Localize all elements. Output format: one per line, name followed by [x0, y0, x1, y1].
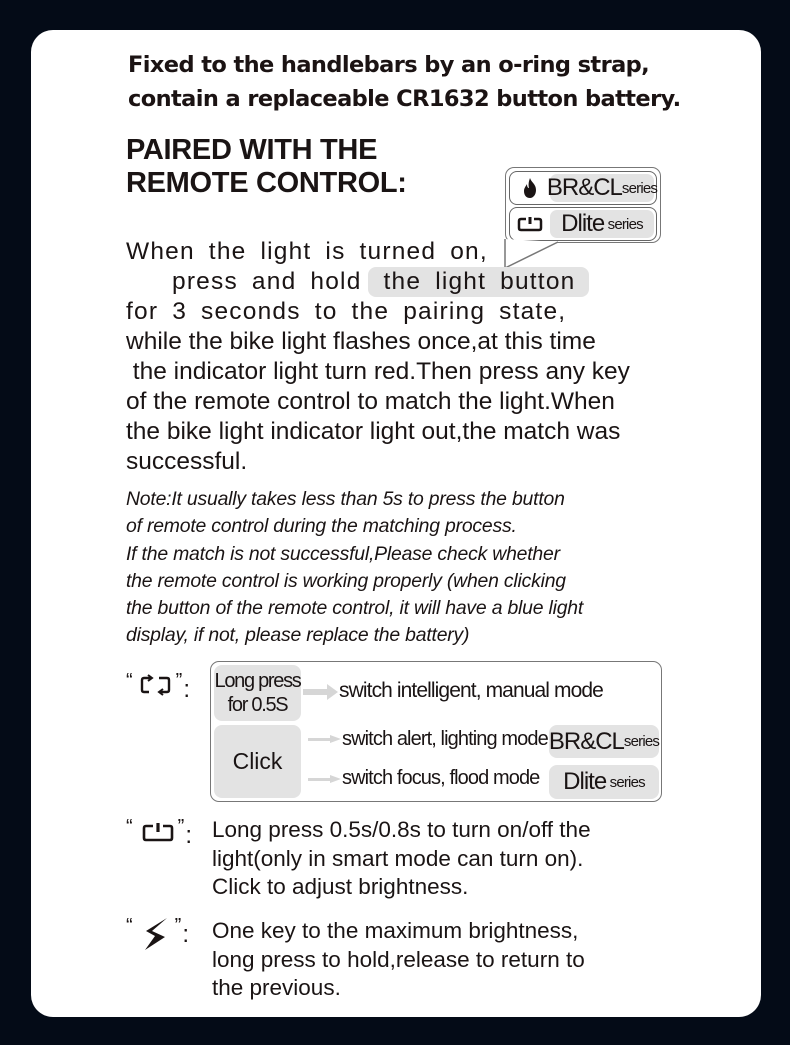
series-callout	[505, 167, 661, 243]
desc-line: long press to hold,release to return to	[212, 946, 585, 972]
mode-button-label	[126, 672, 190, 704]
mode-button-actions	[210, 661, 662, 802]
intro-line: Fixed to the handlebars by an o-ring strap,	[128, 52, 650, 78]
desc-line: Long press 0.5s/0.8s to turn on/off the	[212, 817, 591, 842]
note-line: display, if not, please replace the battery)	[126, 624, 470, 647]
desc-line: Click to adjust brightness.	[212, 874, 469, 899]
power-button-icon	[510, 216, 550, 232]
body-line: for 3 seconds to the pairing state,	[126, 298, 567, 325]
power-button-description	[212, 816, 591, 902]
note-line: Note:It usually takes less than 5s to press the button	[126, 488, 565, 510]
series-suffix: series	[621, 179, 658, 197]
power-button-label	[126, 818, 192, 849]
series-name: Dlite	[561, 210, 605, 237]
series-name: BR&CL	[546, 174, 622, 201]
click-action-alert: switch alert, lighting mode	[342, 728, 548, 750]
series-name: Dlite	[563, 768, 607, 795]
power-button-icon	[141, 821, 175, 849]
intro-line: contain a replaceable CR1632 button battery.	[128, 86, 681, 112]
note-line: the button of the remote control, it will have a blue light	[126, 597, 584, 620]
colon: :	[185, 822, 193, 849]
colon: :	[183, 676, 191, 703]
heading-line: PAIRED WITH THE	[126, 134, 378, 166]
desc-line: One key to the maximum brightness,	[212, 918, 579, 943]
arrow-right-icon	[303, 684, 339, 700]
long-press-duration: for 0.5S	[227, 694, 288, 716]
open-quote: “	[126, 670, 133, 692]
note-text	[126, 486, 583, 650]
body-line	[126, 267, 630, 297]
open-quote: “	[126, 915, 133, 937]
note-line: If the match is not successful,Please check whether	[126, 542, 560, 565]
series-pill	[546, 174, 658, 202]
colon: :	[182, 921, 190, 948]
lightning-icon	[143, 917, 169, 957]
long-press-label: Long press	[214, 670, 301, 692]
mode-cycle-icon	[139, 674, 173, 704]
body-text: press and hold	[172, 268, 362, 295]
section-heading	[126, 134, 407, 200]
body-line: the indicator light turn red.Then press any key	[126, 358, 630, 385]
boost-button-description	[212, 917, 585, 1003]
body-line: the bike light indicator light out,the match was	[126, 418, 621, 445]
series-row-dlite	[509, 207, 657, 241]
series-pill	[550, 210, 654, 238]
light-button-highlight: the light button	[368, 267, 590, 297]
body-line: while the bike light flashes once,at this time	[126, 328, 596, 355]
pairing-instructions	[126, 237, 630, 477]
intro-text	[128, 48, 681, 116]
click-action-focus: switch focus, flood mode	[342, 767, 540, 789]
close-quote: ”	[174, 915, 182, 937]
long-press-badge	[214, 665, 301, 721]
body-line: successful.	[126, 448, 248, 475]
long-press-action: switch intelligent, manual mode	[339, 679, 603, 702]
arrow-right-icon	[308, 774, 342, 784]
click-badge: Click	[214, 725, 301, 798]
flame-icon	[510, 178, 550, 198]
note-line: the remote control is working properly (when clicking	[126, 569, 566, 592]
body-line: When the light is turned on,	[126, 238, 488, 265]
open-quote: “	[126, 816, 133, 838]
series-suffix: series	[623, 733, 660, 750]
boost-button-label	[126, 917, 189, 957]
heading-line: REMOTE CONTROL:	[126, 167, 407, 199]
close-quote: ”	[177, 816, 185, 838]
series-tag-brcl	[549, 725, 659, 758]
series-suffix: series	[609, 773, 645, 791]
series-suffix: series	[607, 215, 643, 233]
series-tag-dlite	[549, 765, 659, 799]
close-quote: ”	[175, 670, 183, 692]
desc-line: light(only in smart mode can turn on).	[212, 845, 584, 871]
desc-line: the previous.	[212, 975, 341, 1000]
series-name: BR&CL	[548, 727, 624, 755]
body-line: of the remote control to match the light.When	[126, 388, 615, 415]
note-line: of remote control during the matching process.	[126, 515, 517, 538]
series-row-brcl	[509, 171, 657, 205]
arrow-right-icon	[308, 734, 342, 744]
